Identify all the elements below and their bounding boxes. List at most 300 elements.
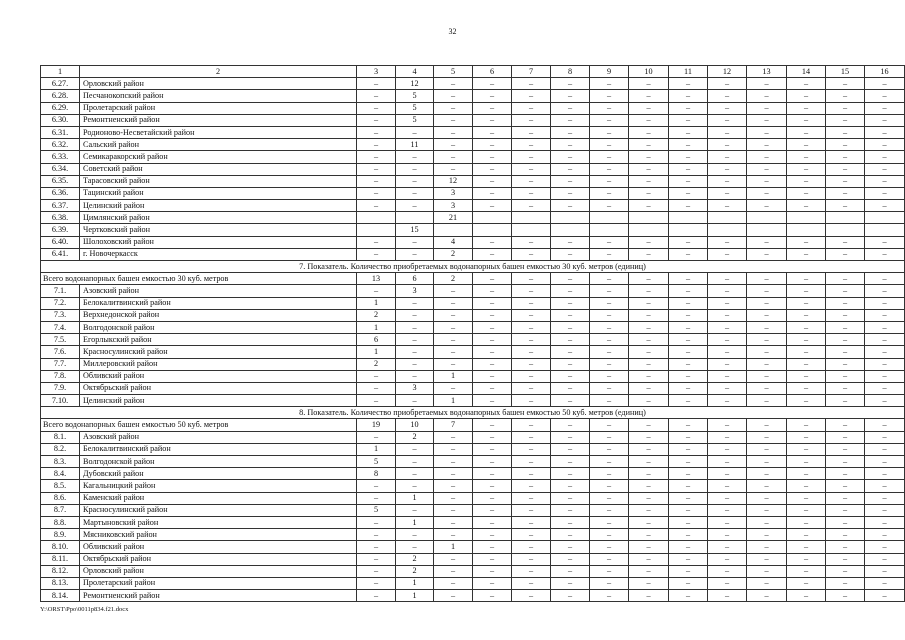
value-cell: – [708,236,747,248]
value-cell: 2 [396,565,434,577]
value-cell: – [434,346,473,358]
value-cell: – [787,553,826,565]
column-header: 9 [590,66,629,78]
value-cell: – [551,358,590,370]
value-cell: – [865,285,905,297]
value-cell: – [434,285,473,297]
value-cell: – [590,334,629,346]
value-cell: – [669,90,708,102]
value-cell: – [629,577,669,589]
column-header: 11 [669,66,708,78]
value-cell: – [826,553,865,565]
value-cell: – [669,529,708,541]
value-cell: – [590,382,629,394]
row-number: 7.9. [41,382,80,394]
value-cell: – [396,504,434,516]
value-cell: – [629,297,669,309]
value-cell: – [629,443,669,455]
value-cell: – [708,553,747,565]
value-cell: – [708,139,747,151]
value-cell: – [629,321,669,333]
value-cell: – [473,395,512,407]
value-cell: – [434,492,473,504]
value-cell: – [357,175,396,187]
value-cell: – [708,419,747,431]
table-row [41,248,905,260]
value-cell: – [473,236,512,248]
value-cell: – [551,565,590,577]
value-cell: – [787,529,826,541]
table-row [41,139,905,151]
value-cell: – [865,102,905,114]
value-cell: – [826,382,865,394]
value-cell: – [787,151,826,163]
value-cell: 2 [396,431,434,443]
value-cell: – [865,139,905,151]
district-name: Шолоховский район [80,236,357,248]
value-cell: – [865,309,905,321]
value-cell: – [708,492,747,504]
value-cell: – [787,90,826,102]
value-cell: – [396,248,434,260]
value-cell: – [708,151,747,163]
district-name: Цимлянский район [80,212,357,224]
value-cell: 1 [434,541,473,553]
row-number: 6.35. [41,175,80,187]
value-cell: – [787,395,826,407]
value-cell: – [590,321,629,333]
value-cell: – [669,492,708,504]
value-cell: – [590,90,629,102]
value-cell: – [747,553,787,565]
value-cell: – [357,285,396,297]
value-cell: – [473,577,512,589]
value-cell: – [590,248,629,260]
table-row [41,565,905,577]
value-cell: – [747,358,787,370]
value-cell: – [551,248,590,260]
value-cell: – [787,139,826,151]
value-cell: – [708,480,747,492]
value-cell: – [629,126,669,138]
value-cell: – [669,309,708,321]
total-label: Всего водонапорных башен емкостью 30 куб. метров [41,273,357,285]
value-cell: – [669,504,708,516]
value-cell: – [669,443,708,455]
value-cell: – [512,565,551,577]
district-name: Белокалитвинский район [80,443,357,455]
value-cell: – [551,334,590,346]
value-cell: 1 [357,443,396,455]
value-cell: – [826,273,865,285]
value-cell: – [826,285,865,297]
value-cell: – [787,309,826,321]
value-cell: – [747,187,787,199]
district-name: Красносулинский район [80,504,357,516]
row-number: 8.3. [41,456,80,468]
value-cell: – [473,90,512,102]
value-cell: – [551,395,590,407]
value-cell: – [747,492,787,504]
value-cell: – [357,516,396,528]
value-cell: – [669,370,708,382]
table-row [41,516,905,528]
value-cell: – [865,504,905,516]
value-cell: – [512,480,551,492]
value-cell: – [865,456,905,468]
district-name: Обливский район [80,370,357,382]
value-cell: – [434,334,473,346]
value-cell: – [473,309,512,321]
value-cell: – [512,334,551,346]
value-cell: – [865,248,905,260]
value-cell: – [473,370,512,382]
value-cell: – [747,114,787,126]
row-number: 6.31. [41,126,80,138]
table-row [41,175,905,187]
value-cell: – [826,114,865,126]
value-cell: – [473,456,512,468]
value-cell: – [551,139,590,151]
value-cell [826,224,865,236]
value-cell: – [512,236,551,248]
value-cell: 12 [434,175,473,187]
table-row [41,78,905,90]
value-cell: – [357,78,396,90]
value-cell: 2 [396,553,434,565]
value-cell: – [590,139,629,151]
value-cell: – [434,468,473,480]
value-cell [669,224,708,236]
table-row [41,480,905,492]
value-cell: – [590,187,629,199]
value-cell: – [826,516,865,528]
value-cell: – [357,529,396,541]
district-name: Егорлыкский район [80,334,357,346]
value-cell: – [708,346,747,358]
value-cell: – [512,151,551,163]
value-cell: – [747,395,787,407]
value-cell: – [512,163,551,175]
row-number: 7.1. [41,285,80,297]
value-cell: – [669,126,708,138]
table-row [41,309,905,321]
value-cell: – [396,529,434,541]
value-cell: 3 [434,200,473,212]
value-cell: – [551,541,590,553]
value-cell: – [708,382,747,394]
value-cell: 11 [396,139,434,151]
value-cell: – [512,492,551,504]
value-cell: – [669,358,708,370]
value-cell: – [787,175,826,187]
value-cell: – [669,419,708,431]
value-cell: 1 [396,516,434,528]
value-cell: – [434,358,473,370]
value-cell: – [512,102,551,114]
value-cell: – [512,370,551,382]
value-cell: – [512,285,551,297]
table-row [41,468,905,480]
row-number: 8.1. [41,431,80,443]
value-cell [473,212,512,224]
row-number: 8.10. [41,541,80,553]
value-cell: – [787,236,826,248]
value-cell [357,224,396,236]
value-cell: – [865,492,905,504]
value-cell: – [629,358,669,370]
value-cell: 3 [434,187,473,199]
value-cell: – [747,419,787,431]
value-cell [434,224,473,236]
value-cell: – [434,516,473,528]
row-number: 6.38. [41,212,80,224]
value-cell: – [669,468,708,480]
value-cell: – [747,78,787,90]
footer-file-path: Y:\ORST\Ppo\0011p834.f21.docx [40,606,129,613]
row-number: 7.8. [41,370,80,382]
value-cell: – [512,516,551,528]
value-cell: – [551,78,590,90]
value-cell: – [787,468,826,480]
value-cell: – [434,309,473,321]
value-cell: – [865,114,905,126]
value-cell: 15 [396,224,434,236]
value-cell: – [512,297,551,309]
total-label: Всего водонапорных башен емкостью 50 куб. метров [41,419,357,431]
value-cell: 1 [357,321,396,333]
value-cell: – [826,236,865,248]
table-row [41,114,905,126]
value-cell: – [551,151,590,163]
value-cell: – [590,126,629,138]
table-row [41,346,905,358]
value-cell: – [590,297,629,309]
value-cell: – [629,382,669,394]
value-cell: – [473,297,512,309]
row-number: 6.32. [41,139,80,151]
table-row [41,395,905,407]
value-cell: – [357,590,396,602]
value-cell: – [669,553,708,565]
value-cell: – [629,334,669,346]
value-cell: – [669,200,708,212]
value-cell: – [787,370,826,382]
value-cell: – [590,468,629,480]
row-number: 8.2. [41,443,80,455]
value-cell: – [590,175,629,187]
value-cell: – [865,90,905,102]
value-cell: – [590,370,629,382]
value-cell: – [865,321,905,333]
value-cell: – [708,309,747,321]
value-cell: – [512,114,551,126]
value-cell: – [396,358,434,370]
column-header: 1 [41,66,80,78]
value-cell: – [357,187,396,199]
value-cell: – [865,480,905,492]
value-cell: 5 [396,102,434,114]
value-cell: 4 [434,236,473,248]
row-number: 6.34. [41,163,80,175]
value-cell: – [629,504,669,516]
value-cell: 1 [396,492,434,504]
value-cell: – [590,456,629,468]
value-cell: – [826,151,865,163]
value-cell: – [357,114,396,126]
value-cell: – [865,541,905,553]
row-number: 8.12. [41,565,80,577]
value-cell: – [551,504,590,516]
value-cell [512,224,551,236]
value-cell: – [747,151,787,163]
value-cell: – [787,346,826,358]
value-cell: – [747,370,787,382]
row-number: 8.13. [41,577,80,589]
row-number: 7.7. [41,358,80,370]
district-name: Дубовский район [80,468,357,480]
value-cell: – [865,370,905,382]
value-cell: – [629,78,669,90]
value-cell: – [629,553,669,565]
value-cell: – [747,541,787,553]
value-cell: – [708,590,747,602]
value-cell: – [434,529,473,541]
value-cell: – [629,590,669,602]
value-cell: – [787,334,826,346]
value-cell: – [590,504,629,516]
value-cell: – [512,175,551,187]
value-cell: – [434,382,473,394]
table-row [41,187,905,199]
value-cell [708,212,747,224]
value-cell: 13 [357,273,396,285]
value-cell: – [473,126,512,138]
value-cell: – [826,565,865,577]
value-cell: – [747,163,787,175]
district-name: Мартыновский район [80,516,357,528]
district-name: Волгодонской район [80,321,357,333]
table-row [41,358,905,370]
value-cell: – [590,553,629,565]
value-cell: – [787,248,826,260]
value-cell: – [512,126,551,138]
value-cell: – [629,480,669,492]
value-cell: – [512,443,551,455]
value-cell: – [551,297,590,309]
value-cell: – [629,285,669,297]
value-cell: – [747,139,787,151]
value-cell: – [787,443,826,455]
value-cell: – [512,590,551,602]
row-number: 8.11. [41,553,80,565]
value-cell: – [787,492,826,504]
value-cell: – [747,346,787,358]
value-cell [551,212,590,224]
value-cell: – [826,468,865,480]
value-cell: – [512,321,551,333]
district-name: Родионово-Несветайский район [80,126,357,138]
value-cell: – [473,541,512,553]
value-cell: – [473,175,512,187]
row-number: 7.2. [41,297,80,309]
column-header: 13 [747,66,787,78]
value-cell: – [865,273,905,285]
value-cell: – [787,565,826,577]
value-cell: – [551,443,590,455]
value-cell: – [473,273,512,285]
value-cell [551,224,590,236]
value-cell: – [787,78,826,90]
district-name: Семикаракорский район [80,151,357,163]
value-cell: – [787,285,826,297]
value-cell: – [669,456,708,468]
value-cell: 6 [357,334,396,346]
column-header: 4 [396,66,434,78]
value-cell: – [434,577,473,589]
value-cell: – [629,151,669,163]
row-number: 8.6. [41,492,80,504]
value-cell: – [512,78,551,90]
value-cell: – [551,90,590,102]
value-cell: – [396,334,434,346]
value-cell: – [747,273,787,285]
value-cell: – [669,516,708,528]
value-cell: – [473,285,512,297]
table-row [41,163,905,175]
value-cell: – [669,248,708,260]
value-cell: 1 [396,590,434,602]
value-cell: – [629,248,669,260]
value-cell: – [669,236,708,248]
column-header: 14 [787,66,826,78]
value-cell: – [434,102,473,114]
value-cell: – [826,248,865,260]
value-cell: – [787,321,826,333]
value-cell: – [512,431,551,443]
value-cell: – [473,114,512,126]
row-number: 8.14. [41,590,80,602]
value-cell: – [669,114,708,126]
value-cell [357,212,396,224]
value-cell: – [826,480,865,492]
value-cell: – [708,468,747,480]
value-cell: – [357,248,396,260]
value-cell: – [396,200,434,212]
value-cell: – [396,480,434,492]
value-cell [629,212,669,224]
value-cell: – [787,541,826,553]
value-cell: 2 [434,273,473,285]
value-cell: – [396,236,434,248]
district-name: Азовский район [80,431,357,443]
table-row [41,126,905,138]
value-cell: – [396,370,434,382]
value-cell: – [629,163,669,175]
value-cell [787,224,826,236]
value-cell: – [669,480,708,492]
value-cell: – [708,200,747,212]
value-cell: – [708,285,747,297]
district-name: Чертковский район [80,224,357,236]
value-cell: – [669,541,708,553]
row-number: 8.8. [41,516,80,528]
value-cell: – [826,102,865,114]
value-cell: – [747,382,787,394]
value-cell: – [787,504,826,516]
value-cell: – [708,102,747,114]
value-cell: – [669,346,708,358]
